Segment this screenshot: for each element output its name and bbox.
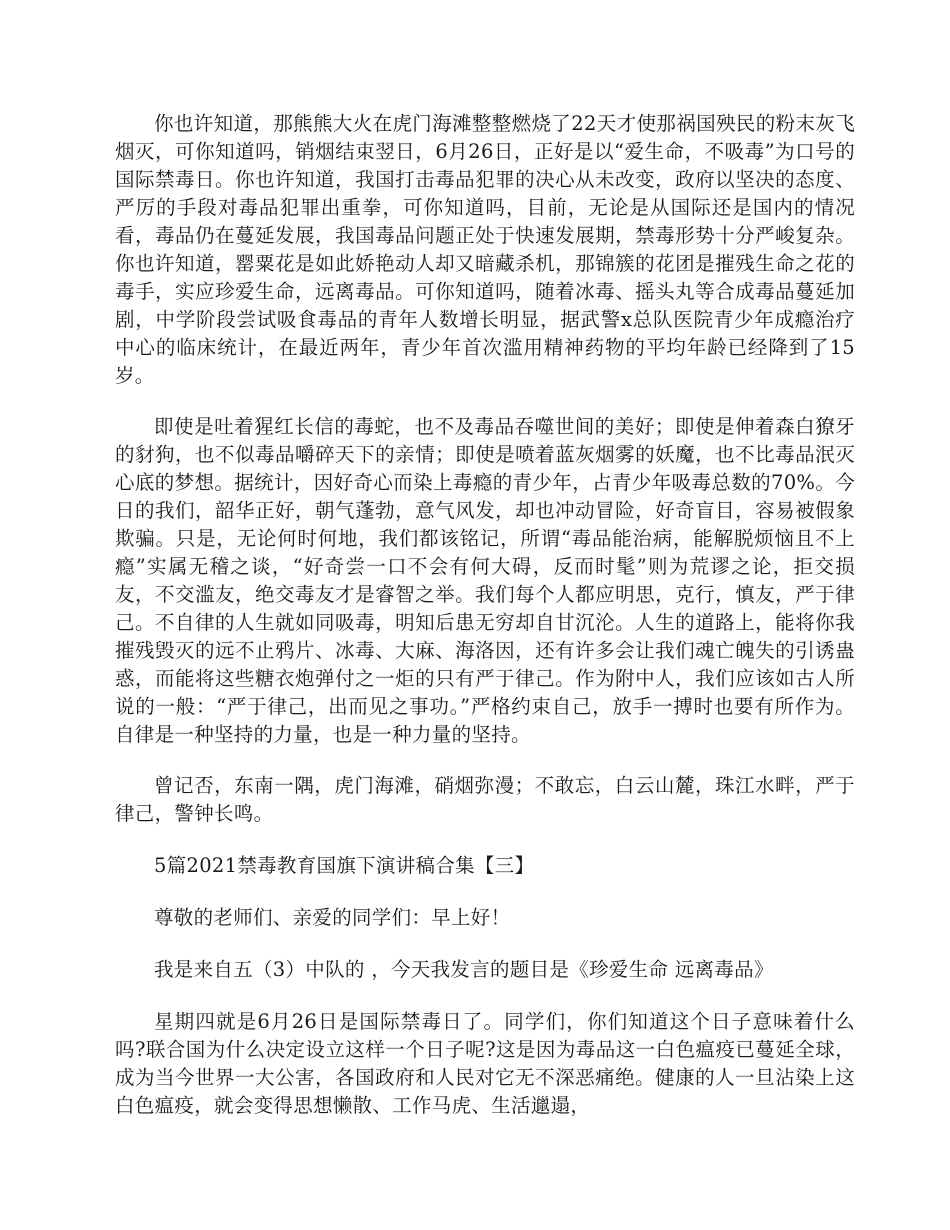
document-page (115, 110, 855, 1120)
paragraph-opium-history: 你也许知道，那熊熊大火在虎门海滩整整燃烧了22天才使那祸国殃民的粉末灰飞烟灭，可你知道吗，销烟结束翌日，6月26日，正好是以“爱生命，不吸毒”为口号的国际禁毒日。你也许知道，我国打击毒品犯罪的决心从未改变，政府以坚决的态度、严厉的手段对毒品犯罪出重拳，可你知道吗，目前，无论是从国际还是国内的情况看，毒品仍在蔓延发展，我国毒品问题正处于快速发展期，禁毒形势十分严峻复杂。你也许知道，罂粟花是如此娇艳动人却又暗藏杀机，那锦簇的花团是摧残生命之花的毒手，实应珍爱生命，远离毒品。可你知道吗，随着冰毒、摇头丸等合成毒品蔓延加剧，中学阶段尝试吸食毒品的青年人数增长明显，据武警x总队医院青少年成瘾治疗中心的临床统计，在最近两年，青少年首次滥用精神药物的平均年龄已经降到了15岁。 (115, 112, 855, 387)
speech-topic: 我是来自五（3）中队的 ，今天我发言的题目是《珍爱生命 远离毒品》 (154, 958, 774, 981)
paragraph-remember-humen: 曾记否，东南一隅，虎门海滩，硝烟弥漫；不敢忘，白云山麓，珠江水畔，严于律己，警钟长鸣。 (115, 774, 855, 825)
paragraph-drug-day: 星期四就是6月26日是国际禁毒日了。同学们，你们知道这个日子意味着什么吗?联合国为什么决定设立这样一个日子呢?这是因为毒品这一白色瘟疫已蔓延全球，成为当今世界一大公害，各国政府和人民对它无不深恶痛绝。健康的人一旦沾染上这白色瘟疫，就会变得思想懒散、工作马虎、生活邋遢， (115, 1010, 855, 1117)
paragraph-self-discipline: 即使是吐着猩红长信的毒蛇，也不及毒品吞噬世间的美好；即使是伸着森白獠牙的豺狗，也不似毒品嚼碎天下的亲情；即使是喷着蓝灰烟雾的妖魔，也不比毒品泯灭心底的梦想。据统计，因好奇心而染上毒瘾的青少年，占青少年吸毒总数的70%。今日的我们，韶华正好，朝气蓬勃，意气风发，却也冲动冒险，好奇盲目，容易被假象欺骗。只是，无论何时何地，我们都该铭记，所谓“毒品能治病，能解脱烦恼且不上瘾”实属无稽之谈，“好奇尝一口不会有何大碍，反而时髦”则为荒谬之论，拒交损友，不交滥友，绝交毒友才是睿智之举。我们每个人都应明思，克行，慎友，严于律己。不自律的人生就如同吸毒，明知后患无穷却自甘沉沦。人生的道路上，能将你我摧残毁灭的远不止鸦片、冰毒、大麻、海洛因，还有许多会让我们魂亡魄失的引诱蛊惑，而能将这些糖衣炮弹付之一炬的只有严于律己。作为附中人，我们应该如古人所说的一般：“严于律己，出而见之事功。”严格约束自己，放手一搏时也要有所作为。自律是一种坚持的力量，也是一种力量的坚持。 (115, 415, 855, 746)
section-heading: 5篇2021禁毒教育国旗下演讲稿合集【三】 (154, 854, 535, 877)
greeting: 尊敬的老师们、亲爱的同学们：早上好！ (154, 906, 511, 929)
